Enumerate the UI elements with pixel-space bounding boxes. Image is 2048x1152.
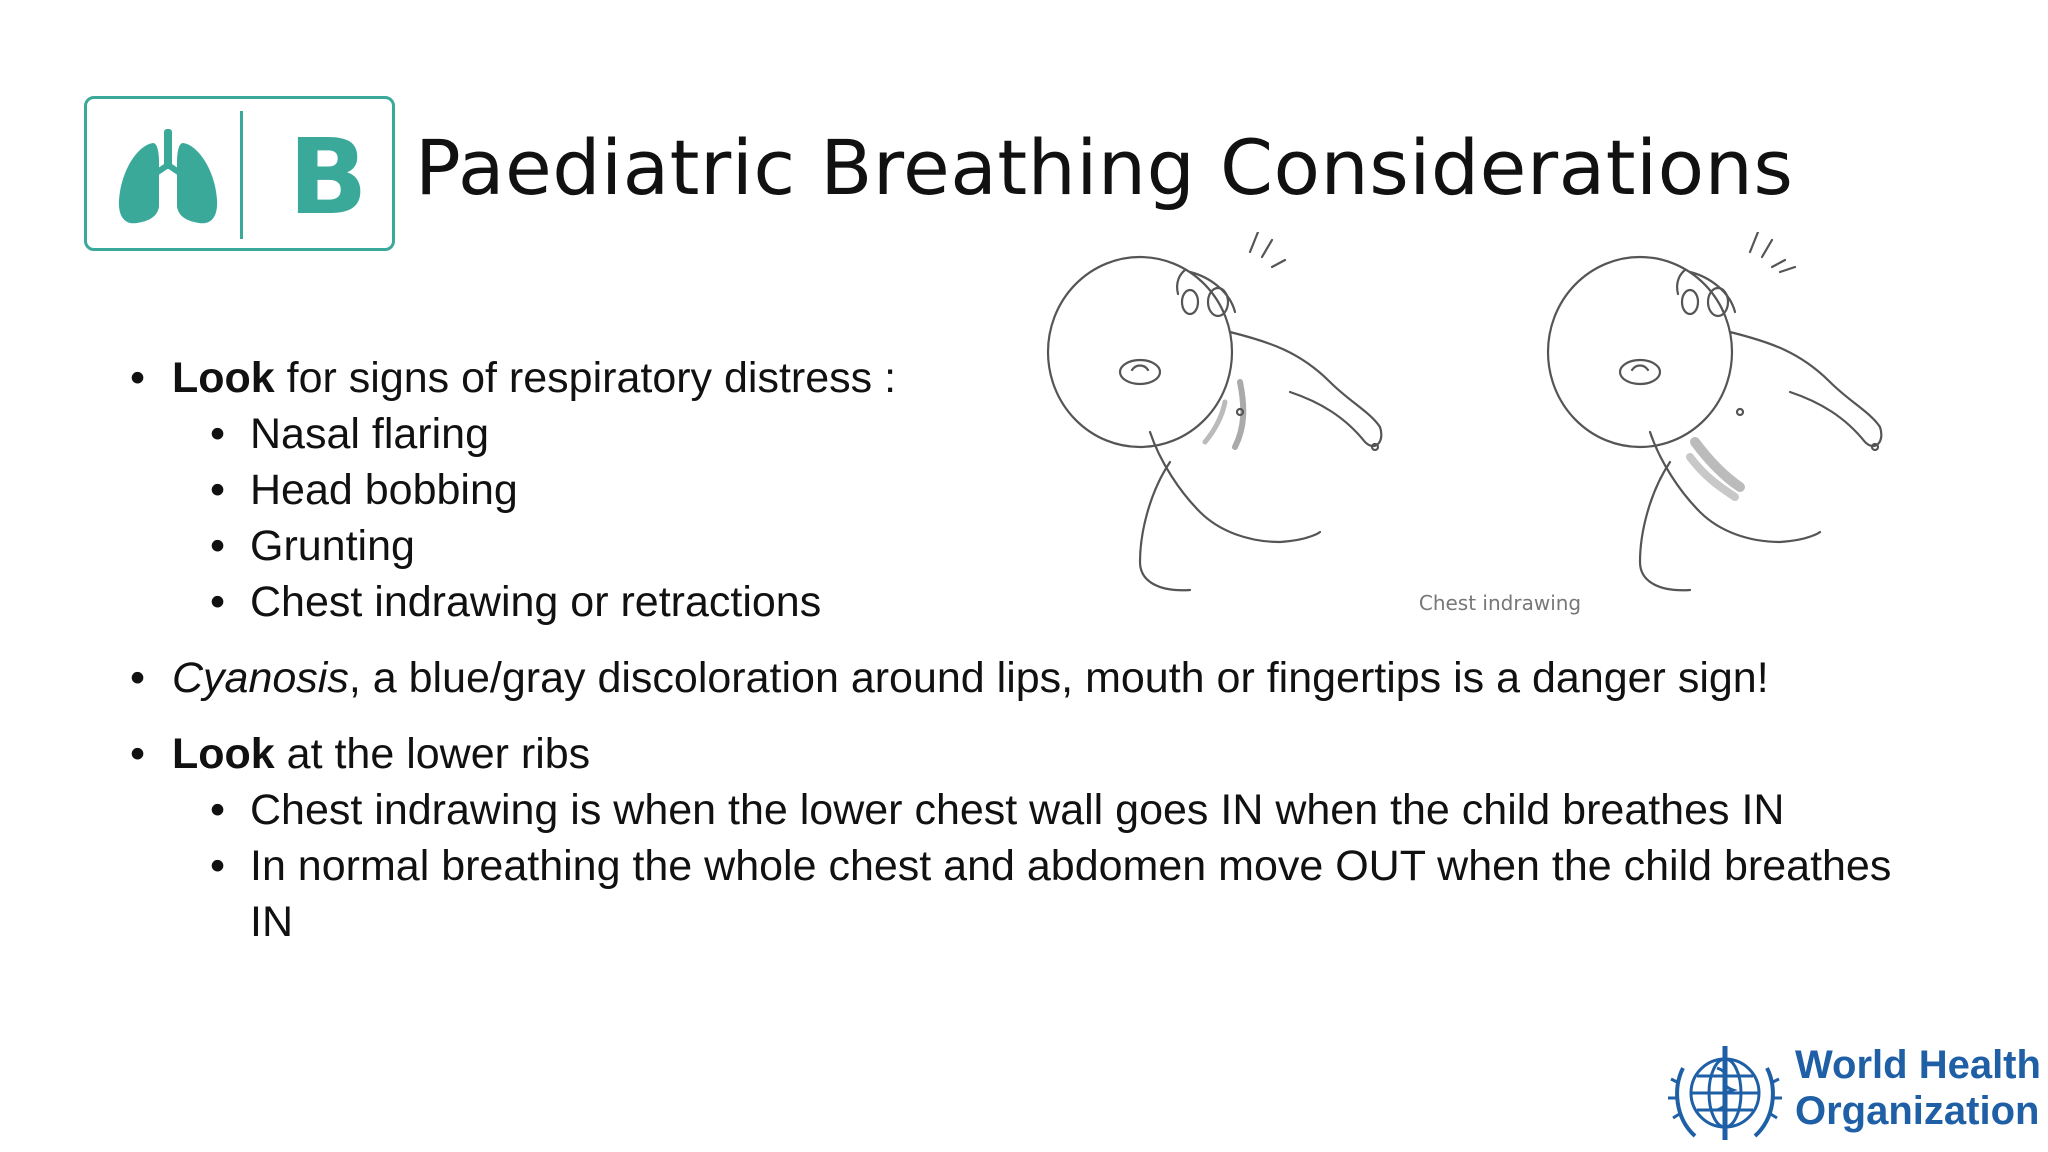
ribs-list [130, 782, 1960, 950]
sign-item: • Grunting [130, 518, 1960, 574]
sign-item: • Head bobbing [130, 462, 1960, 518]
ribs-item: • Chest indrawing is when the lower chest wall goes IN when the child breathes IN [130, 782, 1960, 838]
who-wordmark: World Health Organization [1795, 1043, 2041, 1133]
bullet-cyanosis: • Cyanosis, a blue/gray discoloration around lips, mouth or fingertips is a danger sign! [130, 650, 1960, 706]
slide-title: Paediatric Breathing Considerations [415, 123, 1794, 212]
badge-letter: B [288, 116, 368, 238]
bullet-look-distress: • Look for signs of respiratory distress : • Nasal flaring • Head bobbing • Grunting • Chest indrawing or retractions [130, 350, 1960, 630]
distress-signs-list [130, 406, 1960, 630]
lungs-icon [113, 125, 223, 230]
badge-divider [240, 111, 243, 239]
sign-item: • Chest indrawing or retractions [130, 574, 1960, 630]
bullet-look-ribs: • Look at the lower ribs • Chest indrawing is when the lower chest wall goes IN when the child breathes IN • In normal breathing the whole chest and abdomen move OUT when the child breathes IN [130, 726, 1960, 950]
ribs-item: • In normal breathing the whole chest and abdomen move OUT when the child breathes IN [130, 838, 1910, 950]
who-logo [1665, 1038, 2041, 1148]
main-bullet-list [130, 350, 1960, 950]
slide-body [130, 350, 1960, 950]
breathing-badge [84, 96, 395, 251]
who-emblem-icon [1665, 1038, 1785, 1148]
illustration-caption: Chest indrawing [1418, 591, 1582, 615]
sign-item: • Nasal flaring [130, 406, 1960, 462]
